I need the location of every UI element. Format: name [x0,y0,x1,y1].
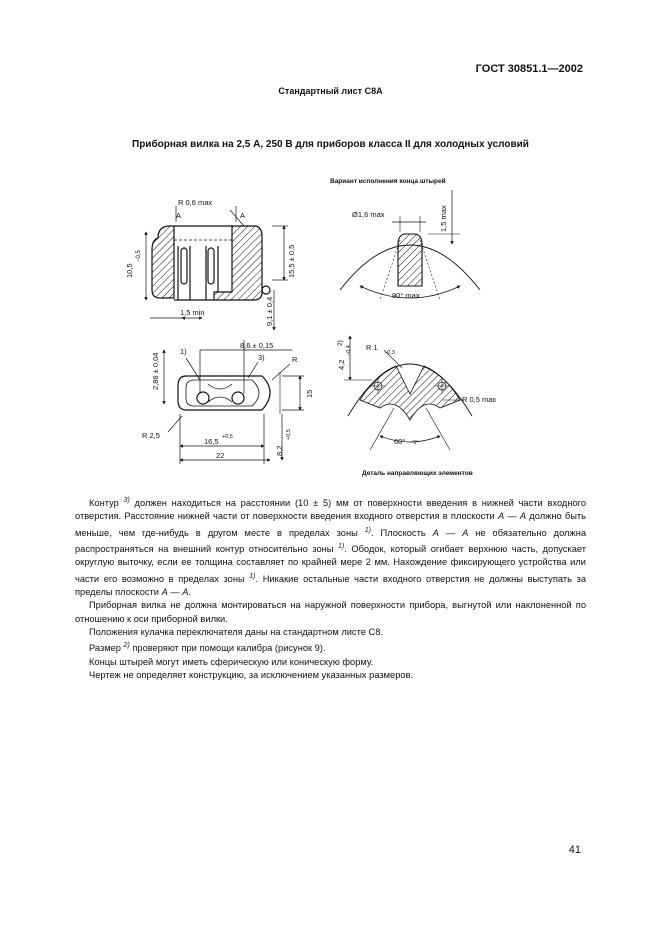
note3-label: 3) [258,353,265,362]
r-label: R [292,355,298,364]
d91-label: 9,1 ± 0,4 [265,296,274,326]
body-text [75,494,586,682]
guide-detail [344,336,472,450]
r05max-label: R 0,5 max [462,395,497,404]
dim286-label: 2,86 ± 0,04 [151,352,160,390]
h155-label: 15,5 ± 0,5 [287,244,296,278]
paragraph-pin-ends: Концы штырей могут иметь сферическую или коническую форму. [89,656,374,667]
dim86-label: 8,6 ± 0,15 [240,341,274,350]
h15-label: 15 [305,389,314,398]
h82-label: 8,2 [275,445,284,456]
w22-label: 22 [216,451,225,460]
d16max-label: Ø1,6 max [352,210,385,219]
r25-label: R 2,5 [142,431,160,440]
h105-tol-label: −0,5 [136,250,142,262]
section-a-left: А [176,211,182,220]
w165-tol-label: +0,5 [222,434,233,440]
ang60-tol-label: −5° [410,440,419,446]
technical-drawing [0,160,661,490]
pin-variant-detail [340,190,480,300]
h42-tol-label: −0,4 [346,345,352,356]
note1-label: 1) [180,347,187,356]
paragraph-drawing-note: Чертеж не определяет конструкцию, за исключением указанных размеров. [89,670,414,681]
sheet-label: Стандартный лист C8A [278,86,383,96]
t15max-label: 1,5 max [439,205,448,232]
guide-detail-caption: Деталь направляющих элементов [362,470,473,477]
w15min-label: 1,5 min [180,308,205,317]
pin-variant-caption: Вариант исполнения конца штырей [330,178,446,185]
h82-tol-label: +0,5 [286,429,292,440]
page-title: Приборная вилка на 2,5 А, 250 В для приборов класса II для холодных условий [132,139,529,150]
paragraph-mounting: Приборная вилка не должна монтироваться на наружной поверхности прибора, выгнутой или наклоненной по отношению к оси приборной вилки. [75,600,586,624]
paragraph-gauge: Размер $^{2)}$ проверяют при помощи калибра (рисунок 9). [89,642,326,654]
page-number: 41 [568,844,581,856]
ang60-label: 60° [394,437,406,446]
front-view [178,372,280,414]
h105-label: 10,5 [125,263,134,278]
w165-label: 16,5 [204,437,219,446]
paragraph-cam-positions: Положения кулачка переключателя даны на стандартном листе C8. [89,627,383,638]
h42-note-label: 2) [337,340,344,346]
r1-tol-label: −0,3 [384,350,395,356]
r1-label: R 1 [366,343,378,352]
ang90-label: 90° max [392,291,420,300]
h42-label: 4,2 [337,359,346,370]
paragraph-contour: Контур $^{3)}$ должен находиться на расстоянии (10 ± 5) мм от поверхности введения в нижней части входного отверстия. Расстояние нижней части от поверхности введения входного отверстия в плоскости А — А должно быть меньше, чем где-нибудь в другом месте в пределах зоны $^{1)}$. Плоскость А — А не обязательно должна распространяться на внешний контур относительно зоны $^{1)}$. Ободок, который огибает верхнюю часть, допускает округлую выточку, если ее толщина составляет по крайней мере 2 мм. Нахождение фиксирующего устройства или части его возможно в пределах зоны $^{1)}$. Никакие остальные части входного отверстия не должны выступать за пределы плоскости А — А. [75,497,586,598]
r06max-label: R 0,6 max [178,198,213,207]
side-section-view [152,226,270,300]
section-a-right: А [240,211,246,220]
standard-header: ГОСТ 30851.1—2002 [475,63,583,75]
